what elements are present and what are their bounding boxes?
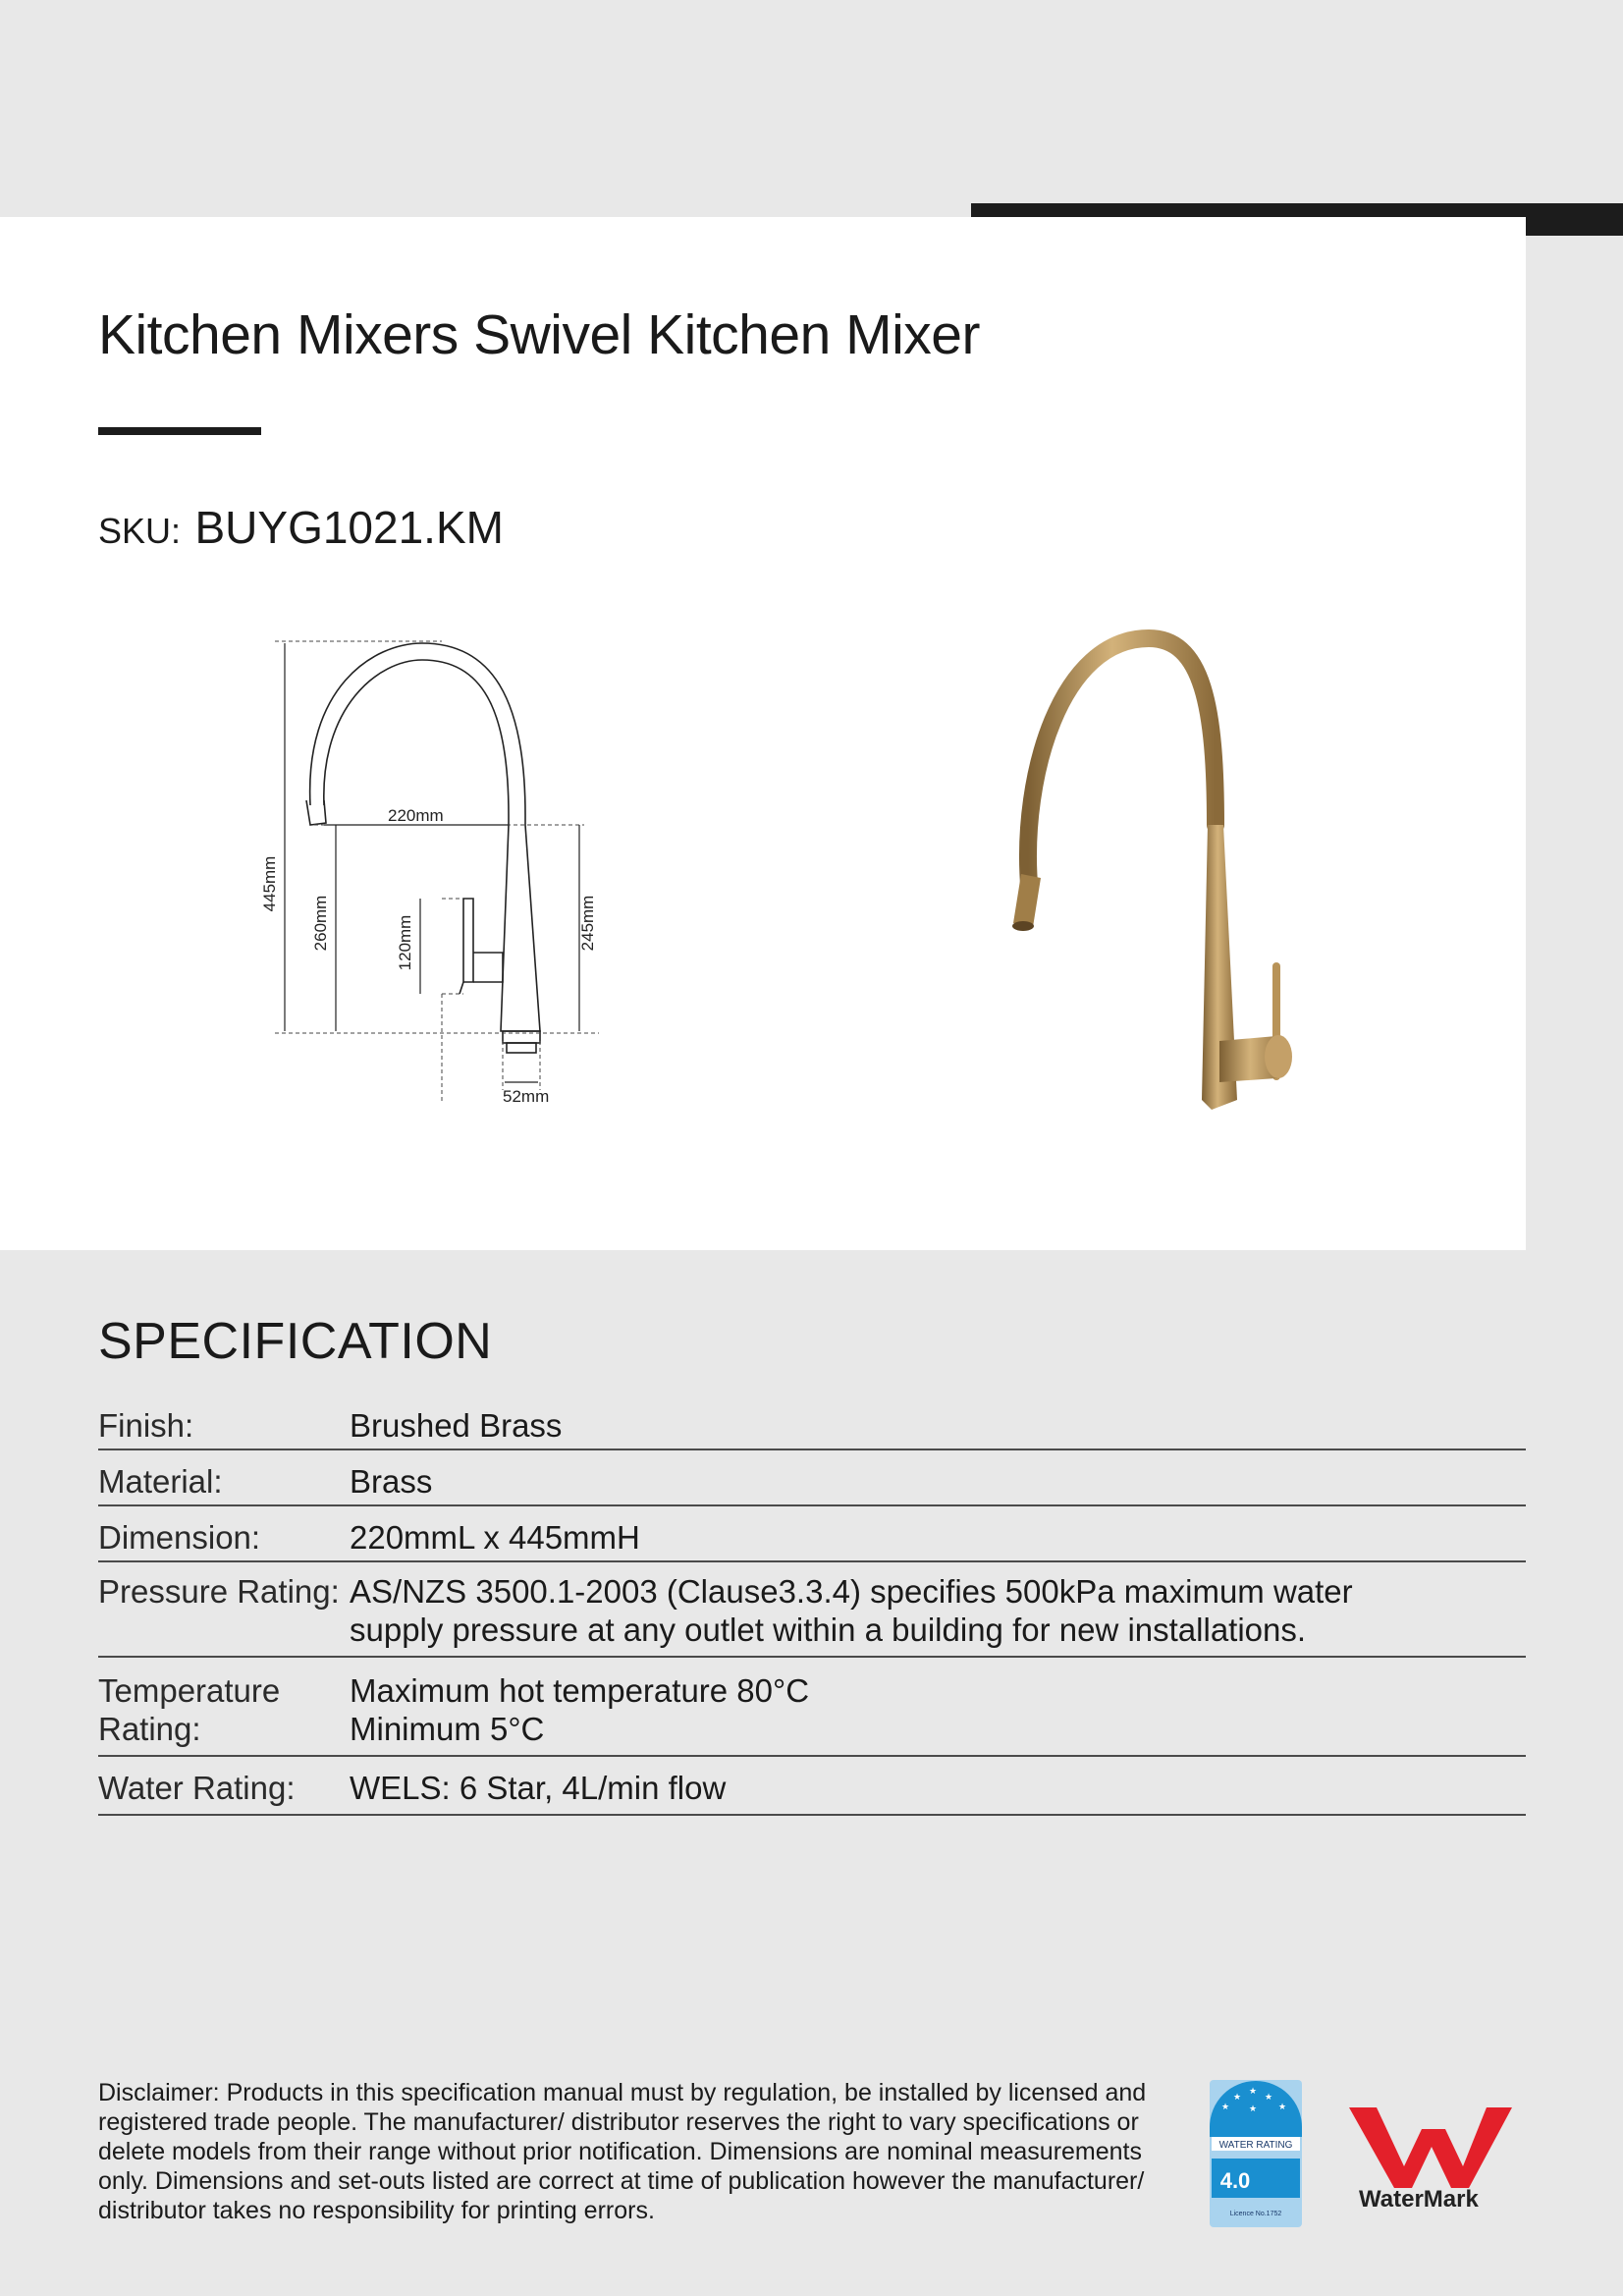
sku-value: BUYG1021.KM xyxy=(194,502,504,553)
watermark-text: WaterMark xyxy=(1359,2186,1479,2213)
product-photo xyxy=(992,629,1316,1129)
spec-value: Brass xyxy=(350,1463,433,1500)
spec-row-dimension xyxy=(98,1506,1526,1562)
spec-row-pressure xyxy=(98,1562,1526,1658)
spec-label: Pressure Rating: xyxy=(98,1573,340,1610)
product-title: Kitchen Mixers Swivel Kitchen Mixer xyxy=(98,303,980,366)
dim-base-width: 52mm xyxy=(503,1087,550,1106)
dim-spout-reach: 220mm xyxy=(388,806,444,825)
spec-value: 220mmL x 445mmH xyxy=(350,1519,640,1556)
spec-row-water-rating xyxy=(98,1757,1526,1816)
spec-row-temperature xyxy=(98,1658,1526,1757)
spec-row-material xyxy=(98,1450,1526,1506)
svg-text:★: ★ xyxy=(1249,2086,1258,2096)
title-underline xyxy=(98,427,261,435)
spec-label: Dimension: xyxy=(98,1519,261,1556)
spec-row-finish xyxy=(98,1398,1526,1450)
spec-label: Temperature Rating: xyxy=(98,1672,281,1747)
spec-value: Brushed Brass xyxy=(350,1407,563,1444)
dim-handle-height: 120mm xyxy=(396,914,414,971)
spec-label: Water Rating: xyxy=(98,1770,296,1806)
dim-spout-height: 260mm xyxy=(311,895,330,952)
spec-value: WELS: 6 Star, 4L/min flow xyxy=(350,1770,727,1806)
svg-text:★: ★ xyxy=(1278,2102,1287,2111)
dim-total-height: 445mm xyxy=(260,855,279,912)
spec-label: Finish: xyxy=(98,1407,194,1444)
wels-rating-icon xyxy=(1210,2080,1302,2227)
disclaimer-text: Disclaimer: Products in this specification manual must by regulation, be installed by licensed and registered trade people. The manufacturer/ distributor reserves the right to vary specifications or delete models from their range without prior notification. Dimensions are nominal measurements only. Dimensions and set-outs listed are correct at time of publication however the manufacturer/ distributor takes no responsibility for printing errors. xyxy=(98,2079,1147,2224)
dim-body-height: 245mm xyxy=(578,895,597,952)
wels-licence: Licence No.1752 xyxy=(1229,2211,1282,2217)
wels-title: WATER RATING xyxy=(1218,2140,1293,2151)
svg-text:★: ★ xyxy=(1265,2092,1273,2102)
spec-heading: SPECIFICATION xyxy=(98,1313,493,1370)
spec-value: Maximum hot temperature 80°C Minimum 5°C xyxy=(350,1672,810,1747)
spec-table xyxy=(98,1398,1526,1816)
spec-value: AS/NZS 3500.1-2003 (Clause3.3.4) specifies 500kPa maximum water supply pressure at any outlet within a building for new installations. xyxy=(350,1573,1353,1648)
sku-line xyxy=(98,501,504,554)
wels-value: 4.0 xyxy=(1219,2168,1251,2193)
technical-drawing xyxy=(245,629,619,1110)
sku-label: SKU: xyxy=(98,511,182,551)
svg-text:★: ★ xyxy=(1221,2102,1230,2111)
svg-text:★: ★ xyxy=(1249,2104,1258,2113)
svg-text:★: ★ xyxy=(1233,2092,1242,2102)
spec-label: Material: xyxy=(98,1463,223,1500)
